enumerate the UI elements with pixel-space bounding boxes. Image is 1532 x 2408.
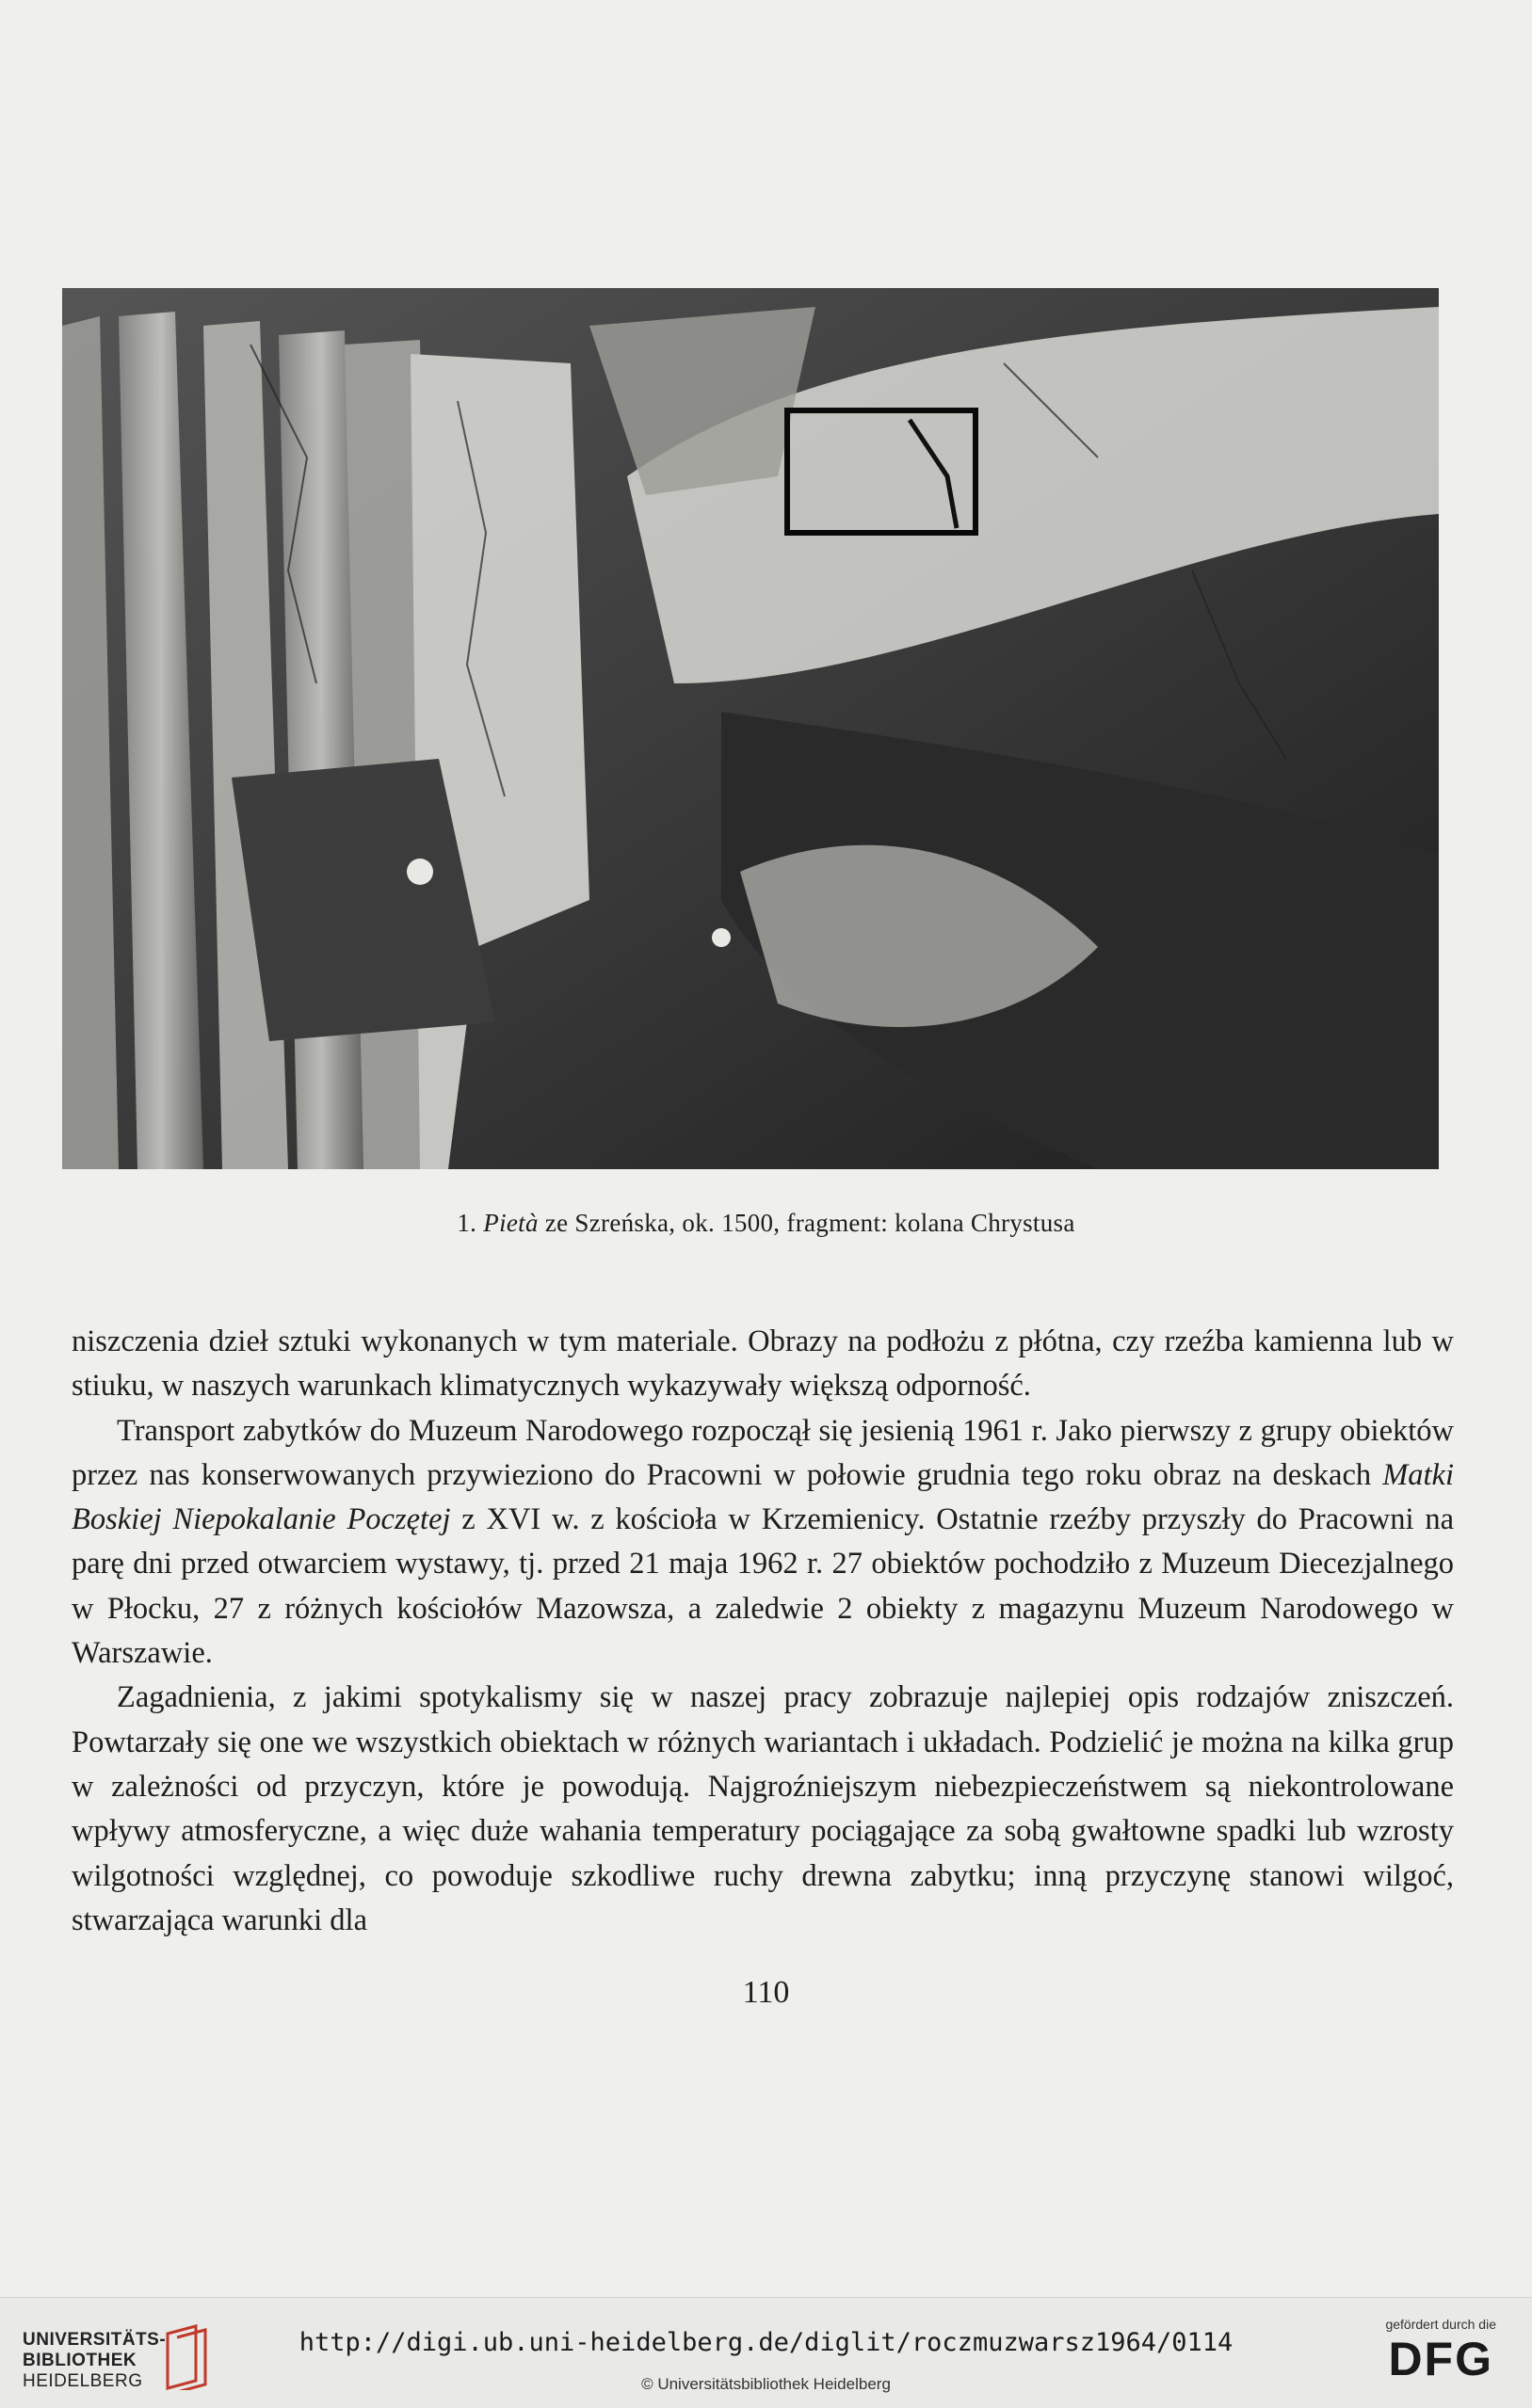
sculpture-photo-image — [62, 288, 1439, 1169]
paragraph-1: niszczenia dzieł sztuki wykonanych w tym materiale. Obrazy na podłożu z płótna, czy rzeźba kamienna lub w stiuku, w naszych warunkach klimatycznych wykazywały większą odporność. — [72, 1324, 1454, 1404]
dfg-logo-text: DFG — [1388, 2333, 1493, 2385]
paragraph-3: Zagadnienia, z jakimi spotykalismy się w naszej pracy zobrazuje najlepiej opis rodzajów zniszczeń. Powtarzały się one we wszystkich obiektach w różnych wariantach i układach. Podzielić je można na kilka grup w zależności od przyczyn, które je powodują. Najgroźniejszym niebezpieczeństwem są niekontrolowane wpływy atmosferyczne, a więc duże wahania temperatury pociągające za sobą gwałtowne spadki lub wzrosty wilgotności względnej, co powoduje szkodliwe ruchy drewna zabytku; inną przyczynę stanowi wilgoć, stwarzająca warunki dla — [72, 1680, 1454, 1937]
caption-number: 1. — [457, 1209, 477, 1237]
page-number: 110 — [742, 1975, 790, 2010]
funder-logo[interactable] — [1385, 2317, 1496, 2386]
library-name-line-1: UNIVERSITÄTS- — [23, 2330, 167, 2350]
funded-by-label: gefördert durch die — [1385, 2317, 1496, 2332]
paragraph-2 — [72, 1409, 1454, 1677]
copyright-notice: © Universitätsbibliothek Heidelberg — [641, 2375, 891, 2393]
figure-photo — [62, 288, 1439, 1169]
source-url-link[interactable]: http://digi.ub.uni-heidelberg.de/diglit/roczmuzwarsz1964/0114 — [298, 2328, 1234, 2357]
caption-description: ze Szreńska, ok. 1500, fragment: kolana Chrystusa — [538, 1209, 1075, 1237]
caption-title: Pietà — [483, 1209, 539, 1237]
paragraph-2-text-a: Transport zabytków do Muzeum Narodowego rozpoczął się jesienią 1961 r. Jako pierwszy z grupy obiektów przez nas konserwowanych przywieziono do Pracowni w połowie grudnia tego roku obraz na deskach — [72, 1413, 1454, 1492]
paragraph-2-text-b: z XVI w. z kościoła w Krzemienicy. Ostatnie rzeźby przyszły do Pracowni na parę dni przed otwarciem wystawy, tj. przed 21 maja 1962 r. 27 obiektów pochodziło z Muzeum Diecezjalnego w Płocku, 27 z różnych kościołów Mazowsza, a zaledwie 2 obiekty z magazynu Muzeum Narodowego w Warszawie. — [72, 1502, 1454, 1671]
figure-caption — [0, 1209, 1532, 1238]
digitization-footer — [0, 2297, 1532, 2408]
library-name-line-2: BIBLIOTHEK — [23, 2351, 137, 2370]
library-name-line-3: HEIDELBERG — [23, 2371, 143, 2391]
body-text — [72, 1320, 1454, 1943]
artwork-title: Matki Boskiej Niepokalanie Poczętej — [72, 1457, 1454, 1537]
